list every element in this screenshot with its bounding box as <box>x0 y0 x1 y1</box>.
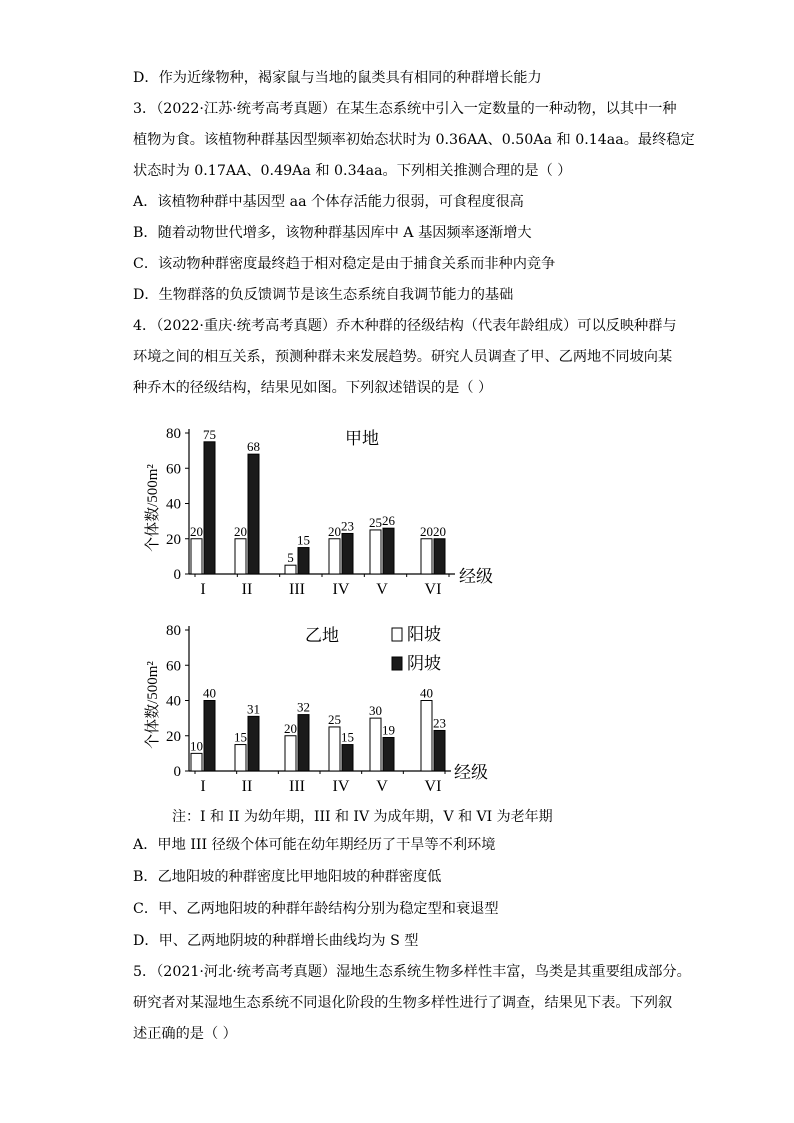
bar <box>191 539 202 574</box>
data-label: 25 <box>369 514 382 530</box>
text-line: 植物为食。该植物种群基因型频率初始态状时为 0.36AA、0.50Aa 和 0.14aa。最终稳定 <box>133 132 695 148</box>
bar <box>235 539 246 574</box>
text-line: 研究者对某湿地生态系统不同退化阶段的生物多样性进行了调查，结果见下表。下列叙 <box>133 995 673 1011</box>
bar <box>191 753 202 771</box>
data-label: 10 <box>190 738 203 754</box>
data-label: 40 <box>203 685 216 701</box>
bar <box>342 533 353 574</box>
bar <box>370 718 381 771</box>
bar <box>248 716 259 771</box>
text-line: A．甲地 III 径级个体可能在幼年期经历了干旱等不利环境 <box>133 837 496 853</box>
bar <box>204 701 215 772</box>
y-tick-label: 20 <box>166 728 181 745</box>
data-label: 20 <box>420 523 433 539</box>
text-line: C．甲、乙两地阳坡的种群年龄结构分别为稳定型和衰退型 <box>133 901 499 917</box>
bar <box>342 745 353 771</box>
y-tick-label: 80 <box>166 623 181 639</box>
bar <box>235 745 246 771</box>
data-label: 20 <box>328 523 341 539</box>
data-label: 40 <box>420 685 433 701</box>
data-label: 32 <box>297 699 310 715</box>
bar <box>421 701 432 772</box>
bar <box>370 530 381 574</box>
legend-label: 阴坡 <box>407 654 441 673</box>
bar <box>285 565 296 574</box>
text-line: B．乙地阳坡的种群密度比甲地阳坡的种群密度低 <box>133 869 442 885</box>
data-label: 15 <box>297 532 310 548</box>
x-tick-label: IV <box>332 778 350 795</box>
x-tick-label: II <box>241 778 253 795</box>
legend-label: 阳坡 <box>407 625 441 644</box>
y-axis-label: 个体数/500m² <box>145 661 161 749</box>
x-axis-label: 经级 <box>454 763 488 782</box>
text-line: D．甲、乙两地阴坡的种群增长曲线均为 S 型 <box>133 933 419 949</box>
data-label: 23 <box>341 518 354 534</box>
x-tick-label: VI <box>424 581 442 598</box>
bar <box>434 539 445 574</box>
x-tick-label: III <box>289 778 305 795</box>
y-tick-label: 60 <box>166 461 181 478</box>
data-label: 75 <box>203 426 216 442</box>
y-tick-label: 40 <box>166 496 181 513</box>
bar <box>298 548 309 574</box>
y-axis-label: 个体数/500m² <box>145 464 161 552</box>
data-label: 20 <box>234 523 247 539</box>
y-tick-label: 20 <box>166 531 181 548</box>
data-label: 30 <box>369 703 382 719</box>
text-line: D．生物群落的负反馈调节是该生态系统自我调节能力的基础 <box>133 287 514 303</box>
bar <box>383 528 394 574</box>
chart-title: 乙地 <box>305 626 339 645</box>
text-line: 种乔木的径级结构，结果见如图。下列叙述错误的是（ ） <box>133 380 493 396</box>
data-label: 31 <box>247 701 260 717</box>
data-label: 20 <box>433 523 446 539</box>
data-label: 5 <box>287 550 294 566</box>
bar <box>204 442 215 574</box>
x-tick-label: V <box>376 581 388 598</box>
text-line: 状态时为 0.17AA、0.49Aa 和 0.34aa。下列相关推测合理的是（ ） <box>133 163 572 179</box>
chart-note: 注：I 和 II 为幼年期，III 和 IV 为成年期，V 和 VI 为老年期 <box>172 809 553 825</box>
data-label: 25 <box>328 711 341 727</box>
x-tick-label: V <box>376 778 388 795</box>
text-line: 3．（2022·江苏·统考高考真题）在某生态系统中引入一定数量的一种动物，以其中一种 <box>133 101 677 117</box>
bar <box>421 539 432 574</box>
y-tick-label: 80 <box>166 426 181 442</box>
text-line: D．作为近缘物种，褐家鼠与当地的鼠类具有相同的种群增长能力 <box>133 70 542 86</box>
bar <box>298 715 309 771</box>
legend-swatch <box>392 657 402 670</box>
x-axis-label: 经级 <box>459 567 493 586</box>
text-line: C．该动物种群密度最终趋于相对稳定是由于捕食关系而非种内竞争 <box>133 256 556 272</box>
x-tick-label: I <box>200 581 206 598</box>
text-line: B．随着动物世代增多，该物种群基因库中 A 基因频率逐渐增大 <box>133 225 532 241</box>
text-line: 5．（2021·河北·统考高考真题）湿地生态系统生物多样性丰富，鸟类是其重要组成部分。 <box>133 964 691 980</box>
x-tick-label: III <box>289 581 305 598</box>
data-label: 15 <box>234 729 247 745</box>
x-tick-label: IV <box>332 581 350 598</box>
bar <box>383 738 394 771</box>
chart-title: 甲地 <box>345 429 379 448</box>
data-label: 20 <box>190 523 203 539</box>
text-line: 4．（2022·重庆·统考高考真题）乔木种群的径级结构（代表年龄组成）可以反映种群与 <box>133 318 677 334</box>
data-label: 15 <box>341 729 354 745</box>
text-line: A．该植物种群中基因型 aa 个体存活能力很弱，可食程度很高 <box>133 194 524 210</box>
data-label: 19 <box>382 722 395 738</box>
bar <box>329 727 340 771</box>
y-tick-label: 40 <box>166 693 181 710</box>
bar <box>248 454 259 574</box>
y-tick-label: 0 <box>173 764 181 780</box>
data-label: 23 <box>433 715 446 731</box>
x-tick-label: VI <box>424 778 442 795</box>
data-label: 20 <box>284 720 297 736</box>
bar <box>285 736 296 771</box>
data-label: 26 <box>382 513 395 529</box>
text-line: 环境之间的相互关系，预测种群未来发展趋势。研究人员调查了甲、乙两地不同坡向某 <box>133 349 673 365</box>
legend-swatch <box>392 628 402 641</box>
y-tick-label: 0 <box>173 567 181 583</box>
text-line: 述正确的是（ ） <box>133 1026 237 1042</box>
bar <box>434 730 445 771</box>
bar <box>329 539 340 574</box>
x-tick-label: II <box>241 581 253 598</box>
data-label: 68 <box>247 439 260 455</box>
x-tick-label: I <box>200 778 206 795</box>
y-tick-label: 60 <box>166 658 181 675</box>
